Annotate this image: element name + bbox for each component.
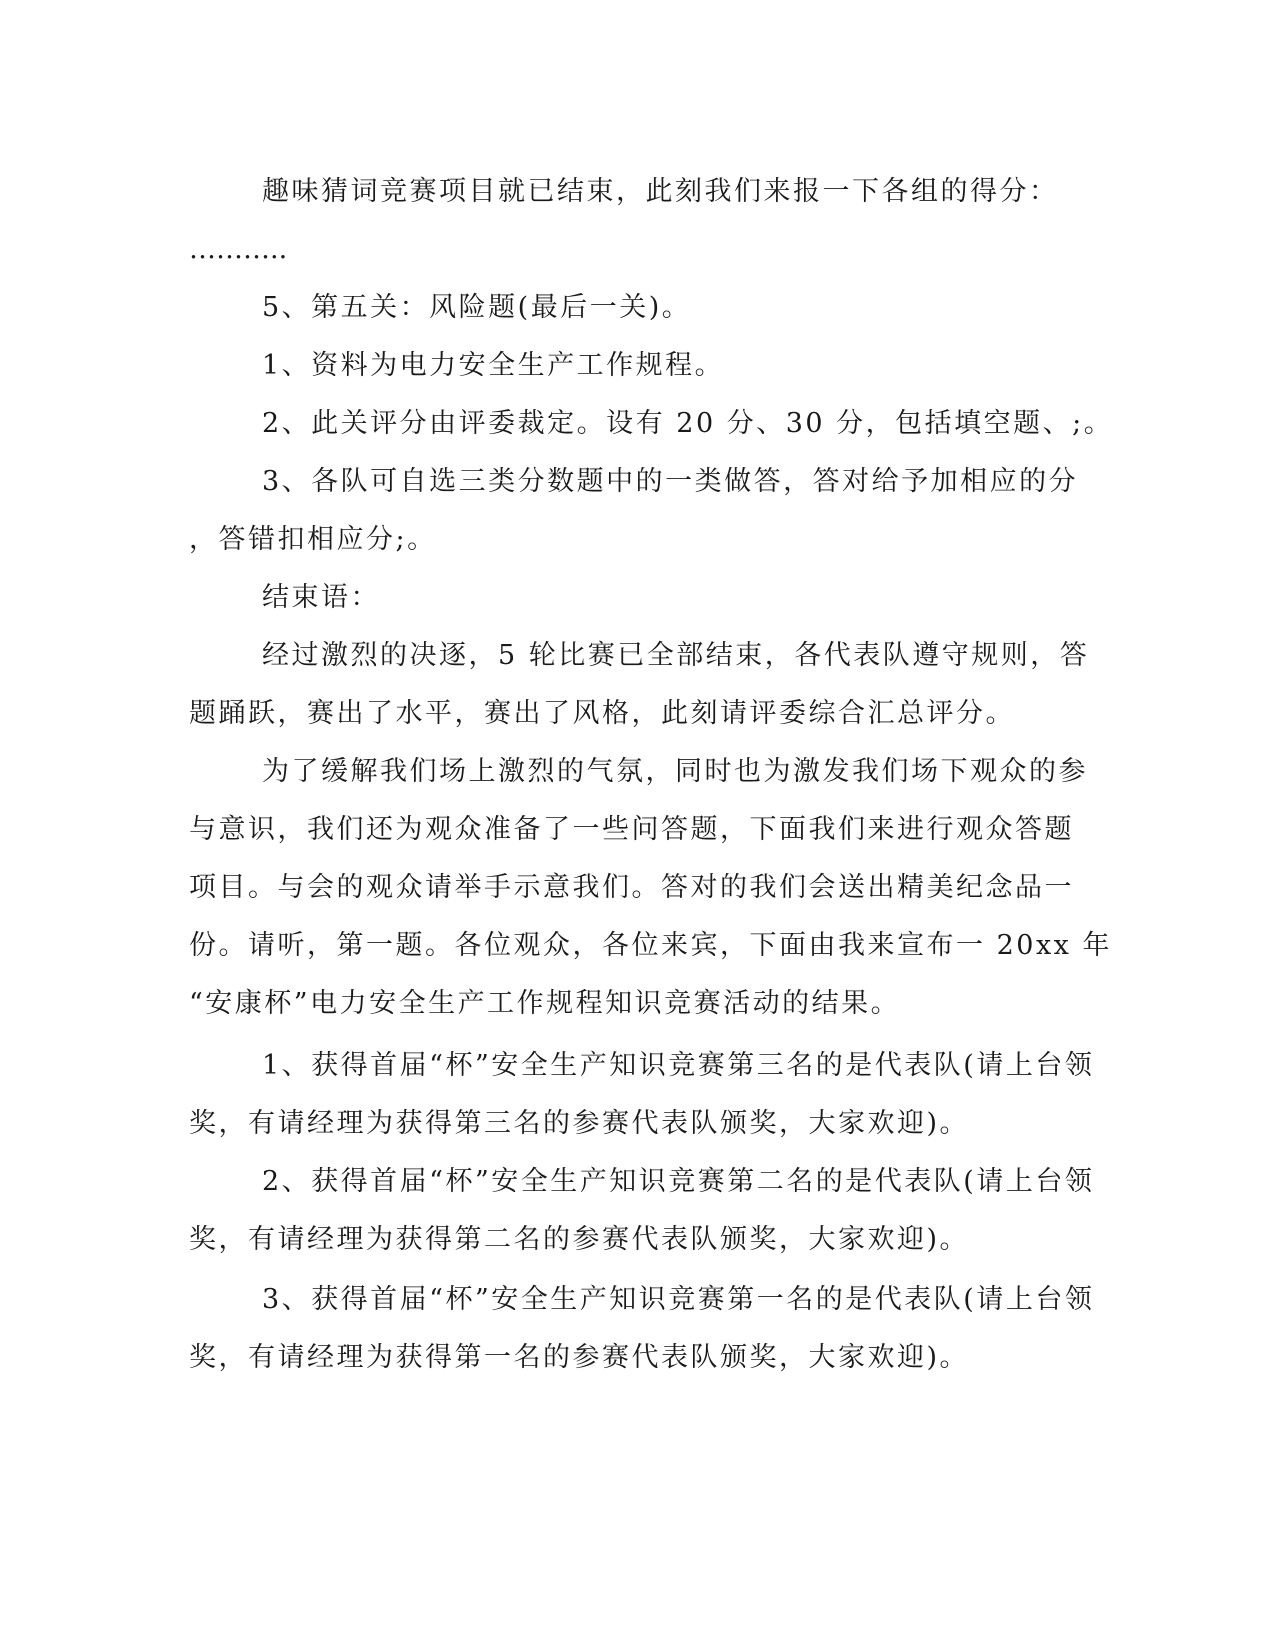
paragraph-line: 项目。与会的观众请举手示意我们。答对的我们会送出精美纪念品一 <box>189 872 1074 903</box>
list-item-rule-2: 2、此关评分由评委裁定。设有 20 分、30 分，包括填空题、;。 <box>262 408 1114 439</box>
paragraph-line: 奖，有请经理为获得第三名的参赛代表队颁奖，大家欢迎)。 <box>189 1108 970 1139</box>
paragraph-line: 题踊跃，赛出了水平，赛出了风格，此刻请评委综合汇总评分。 <box>189 698 1015 729</box>
ellipsis-line: ……….. <box>189 234 288 265</box>
paragraph-line: 为了缓解我们场上激烈的气氛，同时也为激发我们场下观众的参 <box>262 756 1088 787</box>
paragraph-line: “安康杯”电力安全生产工作规程知识竞赛活动的结果。 <box>189 988 901 1019</box>
list-item-rule-1: 1、资料为电力安全生产工作规程。 <box>262 350 725 381</box>
paragraph-line: 与意识，我们还为观众准备了一些问答题，下面我们来进行观众答题 <box>189 814 1074 845</box>
award-item-first: 3、获得首届“杯”安全生产知识竞赛第一名的是代表队(请上台领 <box>262 1284 1095 1315</box>
list-item-stage-five: 5、第五关：风险题(最后一关)。 <box>262 292 692 323</box>
paragraph-line: 趣味猜词竞赛项目就已结束，此刻我们来报一下各组的得分： <box>262 176 1059 207</box>
paragraph-line: ，答错扣相应分;。 <box>189 524 437 555</box>
list-item-rule-3: 3、各队可自选三类分数题中的一类做答，答对给予加相应的分 <box>262 466 1079 497</box>
award-item-third: 1、获得首届“杯”安全生产知识竞赛第三名的是代表队(请上台领 <box>262 1050 1095 1081</box>
paragraph-line: 经过激烈的决逐，5 轮比赛已全部结束，各代表队遵守规则，答 <box>262 640 1090 671</box>
paragraph-line: 奖，有请经理为获得第二名的参赛代表队颁奖，大家欢迎)。 <box>189 1224 970 1255</box>
paragraph-line: 奖，有请经理为获得第一名的参赛代表队颁奖，大家欢迎)。 <box>189 1342 970 1373</box>
award-item-second: 2、获得首届“杯”安全生产知识竞赛第二名的是代表队(请上台领 <box>262 1166 1095 1197</box>
section-heading-closing: 结束语： <box>262 582 380 613</box>
paragraph-line: 份。请听，第一题。各位观众，各位来宾，下面由我来宣布一 20xx 年 <box>189 930 1112 961</box>
